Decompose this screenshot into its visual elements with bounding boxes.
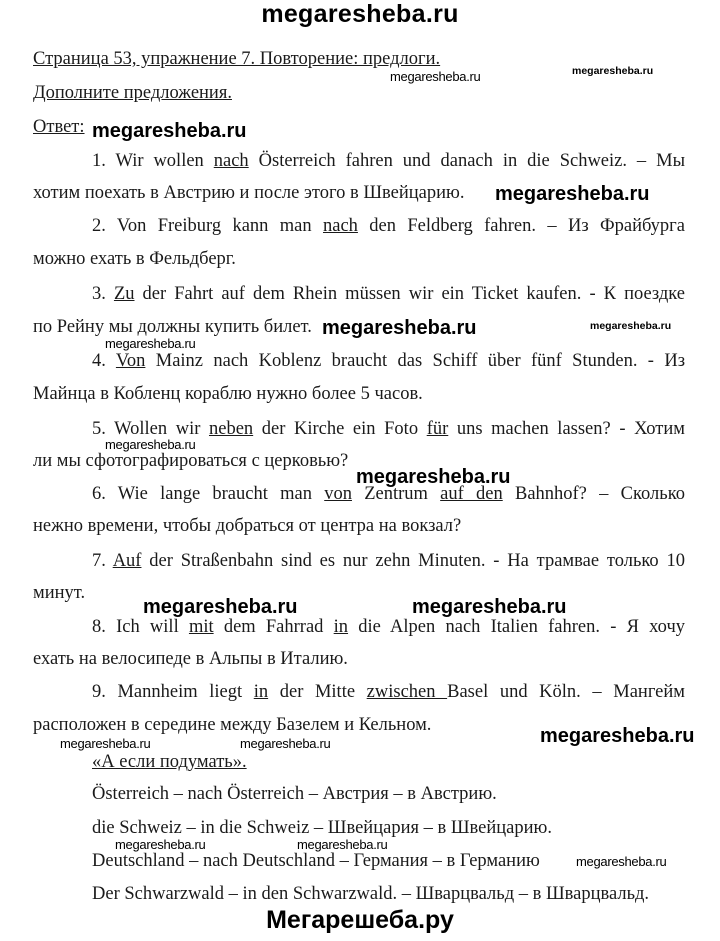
text-segment: 1. Wir wollen xyxy=(92,151,214,171)
site-footer-watermark: Мегарешеба.ру xyxy=(266,906,454,934)
text-segment: der Mitte xyxy=(268,682,367,702)
underlined-preposition: mit xyxy=(188,617,214,637)
underlined-preposition: Zu xyxy=(113,284,135,304)
watermark-text: megaresheba.ru xyxy=(576,854,667,869)
underlined-preposition: Страница 53, упражнение 7. Повторение: предлоги. xyxy=(33,49,441,69)
watermark-text: megaresheba.ru xyxy=(297,837,388,852)
text-line xyxy=(92,884,649,904)
text-segment: 8. Ich will xyxy=(92,617,189,637)
text-segment: по Рейну мы должны купить билет. xyxy=(33,317,312,337)
watermark-text: megaresheba.ru xyxy=(143,596,298,618)
text-segment: можно ехать в Фельдберг. xyxy=(33,249,236,269)
text-segment: dem Fahrrad xyxy=(213,617,334,637)
underlined-preposition: nach xyxy=(323,216,358,236)
text-line xyxy=(92,351,685,371)
text-segment: Майнца в Кобленц кораблю нужно более 5 часов. xyxy=(33,384,423,404)
site-header-watermark: megaresheba.ru xyxy=(261,0,459,28)
text-segment: 6. Wie lange braucht man xyxy=(92,484,325,504)
watermark-text: megaresheba.ru xyxy=(390,69,481,84)
text-segment: die Alpen nach Italien fahren. - Я хочу xyxy=(348,617,685,637)
text-segment: ехать на велосипеде в Альпы в Италию. xyxy=(33,649,348,669)
text-line xyxy=(33,583,85,603)
text-segment: нежно времени, чтобы добраться от центра на вокзал? xyxy=(33,516,462,536)
underlined-preposition: in xyxy=(333,617,349,637)
text-segment: Deutschland – nach Deutschland – Германия – в Германию xyxy=(92,851,540,871)
text-segment: Basel und Köln. – Мангейм xyxy=(447,682,685,702)
text-line xyxy=(92,216,685,236)
text-segment: расположен в середине между Базелем и Кельном. xyxy=(33,715,432,735)
watermark-text: megaresheba.ru xyxy=(356,466,511,488)
watermark-text: megaresheba.ru xyxy=(240,736,331,751)
text-segment: den Feldberg fahren. – Из Фрайбурга xyxy=(357,216,685,236)
text-line xyxy=(92,752,247,772)
text-line xyxy=(92,617,685,637)
underlined-preposition: Ответ: xyxy=(33,117,85,137)
answer-label xyxy=(33,117,85,137)
text-segment: Zentrum xyxy=(351,484,441,504)
underlined-preposition: Von xyxy=(115,351,146,371)
text-line xyxy=(92,551,685,571)
text-segment: ли мы сфотографироваться с церковью? xyxy=(33,451,349,471)
text-segment: 4. xyxy=(92,351,116,371)
underlined-preposition: Дополните предложения. xyxy=(33,83,232,103)
text-line xyxy=(92,151,685,171)
task-heading-line xyxy=(33,83,232,103)
watermark-text: megaresheba.ru xyxy=(572,65,654,77)
text-segment: uns machen lassen? - Хотим xyxy=(448,419,685,439)
text-segment: 3. xyxy=(92,284,114,304)
watermark-text: megaresheba.ru xyxy=(115,837,206,852)
text-line xyxy=(92,784,497,804)
underlined-preposition: für xyxy=(426,419,449,439)
text-line xyxy=(33,451,348,471)
text-line xyxy=(33,384,423,404)
text-line xyxy=(92,419,685,439)
text-line xyxy=(33,715,431,735)
text-segment: die Schweiz – in die Schweiz – Швейцария – в Швейцарию. xyxy=(92,818,552,838)
watermark-text: megaresheba.ru xyxy=(322,317,477,339)
text-line xyxy=(33,249,236,269)
watermark-text: megaresheba.ru xyxy=(60,736,151,751)
underlined-preposition: nach xyxy=(213,151,249,171)
watermark-text: megaresheba.ru xyxy=(540,725,695,747)
text-segment: der Kirche ein Foto xyxy=(253,419,427,439)
text-line xyxy=(33,317,312,337)
text-segment: 2. Von Freiburg kann man xyxy=(92,216,323,236)
text-segment: Österreich fahren und danach in die Schweiz. – Мы xyxy=(248,151,685,171)
text-segment: der Fahrt auf dem Rhein müssen wir ein Ticket kaufen. - К поездке xyxy=(134,284,686,304)
watermark-text: megaresheba.ru xyxy=(92,120,247,142)
text-line xyxy=(92,682,685,702)
text-line xyxy=(33,649,348,669)
text-segment: 9. Mannheim liegt xyxy=(92,682,254,702)
text-line xyxy=(33,183,464,203)
text-segment: Österreich – nach Österreich – Австрия – в Австрию. xyxy=(92,784,497,804)
text-segment: der Straßenbahn sind es nur zehn Minuten. - На трамвае только 10 xyxy=(141,551,686,571)
text-segment: минут. xyxy=(33,583,86,603)
underlined-preposition: in xyxy=(253,682,269,702)
underlined-preposition: auf den xyxy=(440,484,503,504)
text-segment: Der Schwarzwald – in den Schwarzwald. – Шварцвальд – в Шварцвальд. xyxy=(92,884,650,904)
task-heading-line xyxy=(33,49,440,69)
underlined-preposition: von xyxy=(324,484,352,504)
text-line xyxy=(92,851,540,871)
text-segment: 5. Wollen wir xyxy=(92,419,209,439)
text-segment: Bahnhof? – Сколько xyxy=(502,484,685,504)
watermark-text: megaresheba.ru xyxy=(105,437,196,452)
text-segment: Mainz nach Koblenz braucht das Schiff über fünf Stunden. - Из xyxy=(145,351,685,371)
underlined-preposition: neben xyxy=(208,419,254,439)
underlined-preposition: zwischen xyxy=(366,682,448,702)
watermark-text: megaresheba.ru xyxy=(412,596,567,618)
text-line xyxy=(92,818,552,838)
watermark-text: megaresheba.ru xyxy=(495,183,650,205)
watermark-text: megaresheba.ru xyxy=(590,320,672,332)
underlined-preposition: Auf xyxy=(112,551,142,571)
text-segment: хотим поехать в Австрию и после этого в Швейцарию. xyxy=(33,183,465,203)
text-segment: 7. xyxy=(92,551,113,571)
text-line xyxy=(33,516,461,536)
underlined-preposition: «А если подумать». xyxy=(92,752,247,772)
watermark-text: megaresheba.ru xyxy=(105,336,196,351)
text-line xyxy=(92,284,685,304)
